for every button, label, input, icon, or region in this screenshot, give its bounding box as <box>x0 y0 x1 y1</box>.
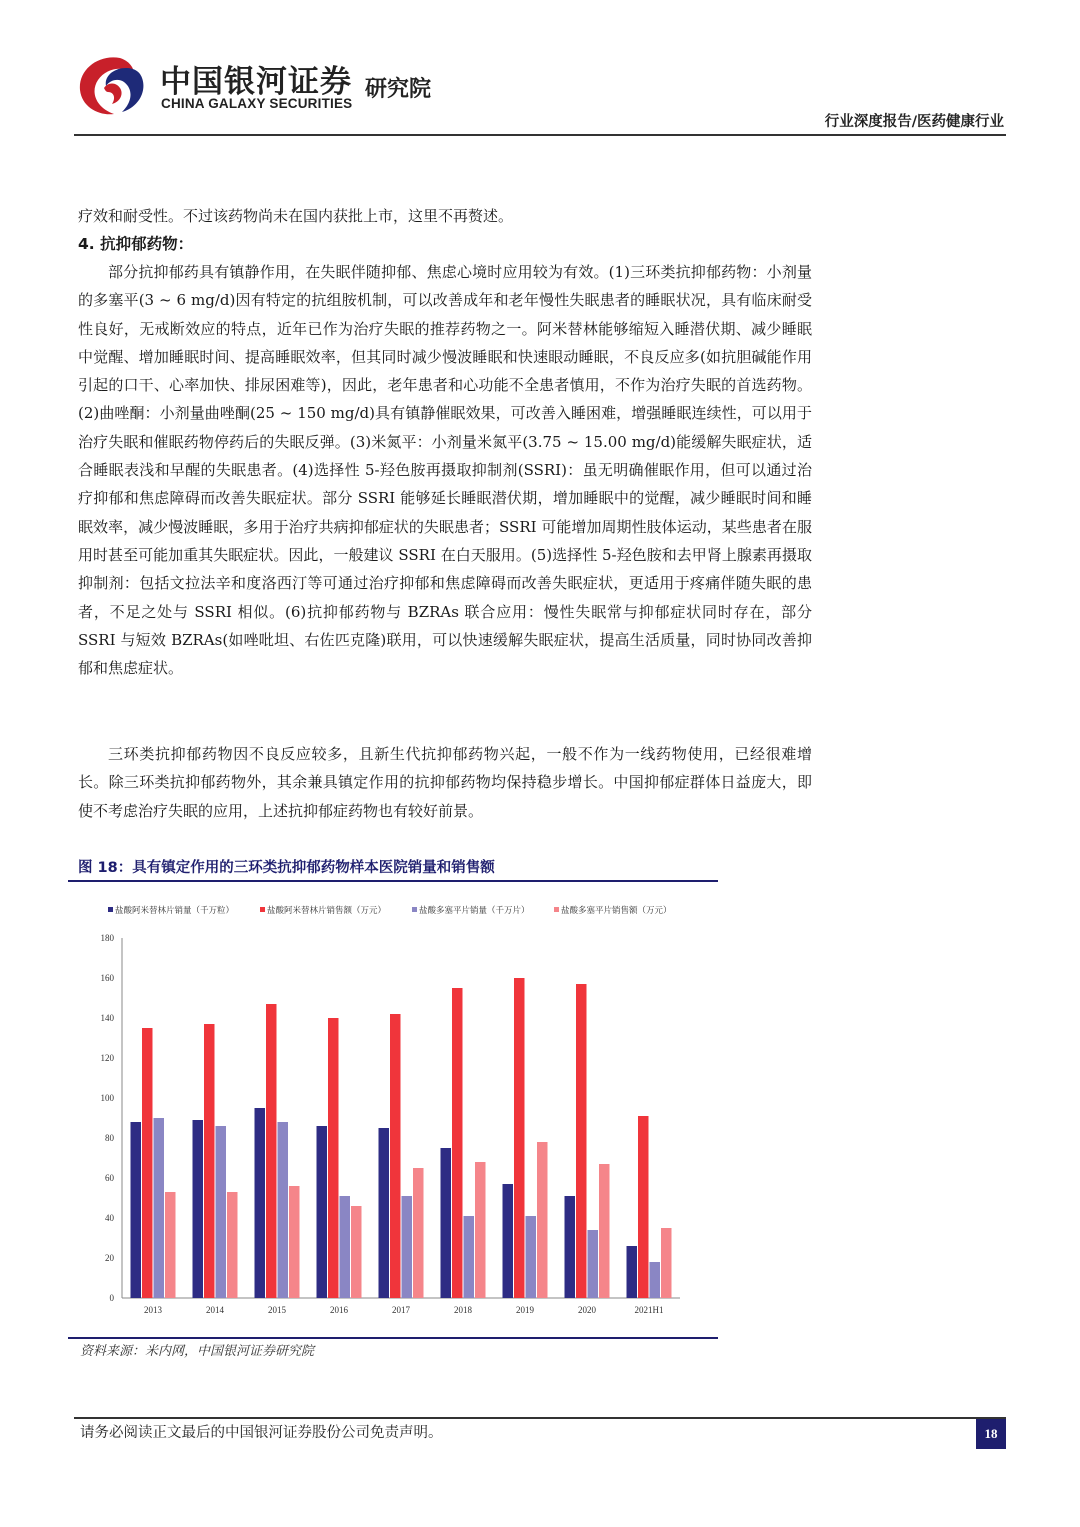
bar-3-2019 <box>537 1142 548 1298</box>
y-tick-label: 100 <box>100 1093 114 1103</box>
intro-line: 疗效和耐受性。不过该药物尚未在国内获批上市，这里不再赘述。 <box>78 207 514 225</box>
bar-3-2021H1 <box>661 1228 672 1298</box>
brand-name-en: CHINA GALAXY SECURITIES <box>161 96 353 111</box>
bar-3-2014 <box>227 1192 238 1298</box>
x-tick-label: 2018 <box>454 1305 472 1315</box>
x-tick-label: 2016 <box>330 1305 348 1315</box>
x-tick-label: 2021H1 <box>634 1305 664 1315</box>
bar-3-2018 <box>475 1162 486 1298</box>
bar-1-2014 <box>204 1024 215 1298</box>
header-divider <box>74 134 1006 136</box>
y-tick-label: 160 <box>100 973 114 983</box>
bar-0-2019 <box>503 1184 514 1298</box>
disclaimer: 请务必阅读正文最后的中国银河证券股份公司免责声明。 <box>80 1425 443 1441</box>
bar-1-2013 <box>142 1028 153 1298</box>
bar-0-2013 <box>131 1122 142 1298</box>
bar-2-2017 <box>402 1196 413 1298</box>
bar-1-2015 <box>266 1004 277 1298</box>
paragraph-2: 三环类抗抑郁药物因不良反应较多，且新生代抗抑郁药物兴起，一般不作为一线药物使用，已经很难增长。除三环类抗抑郁药物外，其余兼具镇定作用的抗抑郁药物均保持稳步增长。中国抑郁症群体日益庞大，即使不考虑治疗失眠的应用，上述抗抑郁症药物也有较好前景。 <box>78 745 812 820</box>
legend-swatch <box>554 907 559 912</box>
bar-1-2020 <box>576 984 587 1298</box>
bar-3-2015 <box>289 1186 300 1298</box>
bar-3-2016 <box>351 1206 362 1298</box>
bar-0-2014 <box>193 1120 204 1298</box>
bar-1-2016 <box>328 1018 339 1298</box>
figure-top-rule <box>68 880 718 882</box>
y-tick-label: 40 <box>105 1213 114 1223</box>
bar-chart <box>68 892 718 1332</box>
paragraph-1: 部分抗抑郁药具有镇静作用，在失眠伴随抑郁、焦虑心境时应用较为有效。(1)三环类抗抑郁药物：小剂量的多塞平(3 ~ 6 mg/d)因有特定的抗组胺机制，可以改善成年和老年慢性失眠患者的睡眠状况，具有临床耐受性良好，无戒断效应的特点，近年已作为治疗失眠的推荐药物之一。阿米替林能够缩短入睡潜伏期、减少睡眠中觉醒、增加睡眠时间、提高睡眠效率，但其同时减少慢波睡眠和快速眼动睡眠，不良反应多(如抗胆碱能作用引起的口干、心率加快、排尿困难等)，因此，老年患者和心功能不全患者慎用，不作为治疗失眠的首选药物。(2)曲唑酮：小剂量曲唑酮(25 ~ 150 mg/d)具有镇静催眠效果，可改善入睡困难，增强睡眠连续性，可以用于治疗失眠和催眠药物停药后的失眠反弹。(3)米氮平：小剂量米氮平(3.75 ~ 15.00 mg/d)能缓解失眠症状，适合睡眠表浅和早醒的失眠患者。(4)选择性 5-羟色胺再摄取抑制剂(SSRI)：虽无明确催眠作用，但可以通过治疗抑郁和焦虑障碍而改善失眠症状。部分 SSRI 能够延长睡眠潜伏期，增加睡眠中的觉醒，减少睡眠时间和睡眠效率，减少慢波睡眠，多用于治疗共病抑郁症状的失眠患者；SSRI 可能增加周期性肢体运动，某些患者在服用时甚至可能加重其失眠症状。因此，一般建议 SSRI 在白天服用。(5)选择性 5-羟色胺和去甲肾上腺素再摄取抑制剂：包括文拉法辛和度洛西汀等可通过治疗抑郁和焦虑障碍而改善失眠症状，更适用于疼痛伴随失眠的患者，不足之处与 SSRI 相似。(6)抗抑郁药物与 BZRAs 联合应用：慢性失眠常与抑郁症状同时存在，部分 SSRI 与短效 BZRAs(如唑吡坦、右佐匹克隆)联用，可以快速缓解失眠症状，提高生活质量，同时协同改善抑郁和焦虑症状。 <box>78 263 812 678</box>
footer-divider <box>74 1417 1006 1419</box>
x-tick-label: 2015 <box>268 1305 286 1315</box>
x-tick-label: 2017 <box>392 1305 410 1315</box>
legend-label: 盐酸阿米替林片销量（千万粒） <box>115 906 235 916</box>
bar-0-2018 <box>441 1148 452 1298</box>
bar-2-2013 <box>154 1118 165 1298</box>
legend-swatch <box>260 907 265 912</box>
bar-2-2021H1 <box>650 1262 661 1298</box>
y-tick-label: 180 <box>100 933 114 943</box>
bar-2-2016 <box>340 1196 351 1298</box>
bar-2-2015 <box>278 1122 289 1298</box>
bar-3-2013 <box>165 1192 176 1298</box>
legend-label: 盐酸多塞平片销量（千万片） <box>419 906 530 916</box>
bar-1-2021H1 <box>638 1116 649 1298</box>
bar-2-2014 <box>216 1126 227 1298</box>
bar-2-2020 <box>588 1230 599 1298</box>
y-tick-label: 140 <box>100 1013 114 1023</box>
bar-0-2017 <box>379 1128 390 1298</box>
y-tick-label: 0 <box>109 1293 114 1303</box>
x-tick-label: 2019 <box>516 1305 534 1315</box>
x-tick-label: 2014 <box>206 1305 224 1315</box>
legend-swatch <box>108 907 113 912</box>
bar-0-2021H1 <box>627 1246 638 1298</box>
bar-3-2017 <box>413 1168 424 1298</box>
x-tick-label: 2013 <box>144 1305 162 1315</box>
y-tick-label: 80 <box>105 1133 114 1143</box>
y-tick-label: 120 <box>100 1053 114 1063</box>
bar-0-2020 <box>565 1196 576 1298</box>
page-number: 18 <box>976 1419 1006 1449</box>
section-heading: 4. 抗抑郁药物： <box>78 235 194 253</box>
x-tick-label: 2020 <box>578 1305 596 1315</box>
bar-1-2018 <box>452 988 463 1298</box>
bar-1-2017 <box>390 1014 401 1298</box>
galaxy-logo-icon <box>74 52 154 118</box>
bar-2-2018 <box>464 1216 475 1298</box>
legend-label: 盐酸多塞平片销售额（万元） <box>561 906 672 916</box>
bar-2-2019 <box>526 1216 537 1298</box>
y-tick-label: 60 <box>105 1173 114 1183</box>
legend-swatch <box>412 907 417 912</box>
report-type: 行业深度报告/医药健康行业 <box>824 114 1004 130</box>
figure-source: 资料来源：米内网，中国银河证券研究院 <box>80 1344 315 1359</box>
bar-0-2015 <box>255 1108 266 1298</box>
brand-name-cn: 中国银河证券 <box>160 64 352 100</box>
y-tick-label: 20 <box>105 1253 114 1263</box>
bar-1-2019 <box>514 978 525 1298</box>
legend-label: 盐酸阿米替林片销售额（万元） <box>267 906 387 916</box>
figure-title: 图 18：具有镇定作用的三环类抗抑郁药物样本医院销量和销售额 <box>78 860 495 876</box>
institute-label: 研究院 <box>365 77 432 102</box>
bar-0-2016 <box>317 1126 328 1298</box>
bar-3-2020 <box>599 1164 610 1298</box>
figure-bottom-rule <box>68 1337 718 1339</box>
